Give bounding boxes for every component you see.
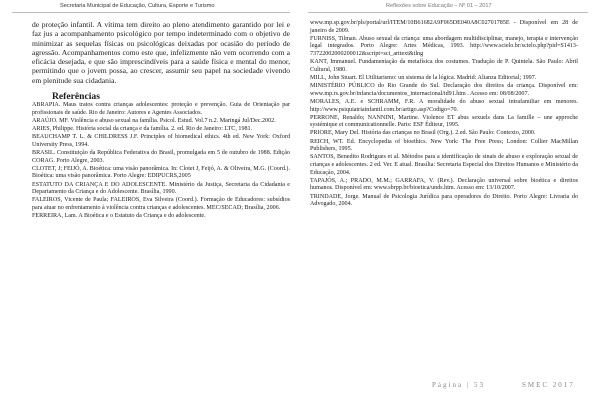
reference-item: BEAUCHAMP T. L. & CHILDRESS J.F. Principles of biomedical ethics. 4th ed. New York: Oxford University Press, 1994. xyxy=(32,134,290,148)
reference-item: REICH, WT. Ed. Encyclopedia of bioethics. New York: The Free Press; London: Collier MacMillan Publishers, 1995. xyxy=(310,138,578,153)
journal-footer: SMEC 2017 xyxy=(522,381,575,389)
reference-item: FURNISS, Tilman. Abuso sexual da criança: uma abordagem multidisciplinar, manejo, terapia e intervenção legal integrados. Porto Alegre: Artes Médicas, 1993. http://www.scielo.br/scielo.php?pid=S1413-73722002000200012&script=sci_arttext&tlng xyxy=(310,35,578,57)
reference-item: MORALES, A.E. e SCHRAMM, F.R. A moralidade do abuso sexual intrafamiliar em menores. http://www.psiquiatriainfantil.com.br/artigo.asp?Codigo=70. xyxy=(310,98,578,113)
reference-item: ARIES, Philippe. História social da criança e da família. 2. ed. Rio de Janeiro: LTC, 1981. xyxy=(32,126,253,133)
reference-item: ABRAPIA. Maus tratos contra crianças adolescentes: proteção e prevenção. Guia de Orientação par profissionais de saúde. Rio de Janeiro: Autores e Agentes Associados. xyxy=(32,102,290,116)
left-column xyxy=(32,20,290,221)
header-rule-left xyxy=(12,12,290,13)
reference-item: FERREIRA, Lam. A Bioética e o Estatuto da Criança e do adolescente. xyxy=(32,213,206,220)
reference-item: SANTOS, Benedito Rodrigues et al. Métodos para a identificação de sinais de abuso e exploração sexual de crianças e adolescentes. 2 ed. Ver. E atual. Brasília: Secretaria Especial dos Direitos Humanos e Ministério da Educação, 2004. xyxy=(310,154,578,176)
reference-item: ARAÚJO. MF. Violência e abuso sexual na família. Psicol. Estud. Vol.7 n.2. Maringá Jul/Dec.2002. xyxy=(32,117,276,124)
running-header-right: Reflexões sobre Educação – Nº 01 – 2017 xyxy=(386,3,492,9)
reference-item: www.mp.sp.gov.br/pls/portal/url/ITEM/10B61682A9F065DE040A8C02701785E - Disponível em 28 de janeiro de 2009. xyxy=(310,20,578,34)
reference-item: KANT, Immanuel. Fundamentação da metafísica dos costumes. Tradução de P. Quintela. São Paulo: Abril Cultural, 1980. xyxy=(310,59,578,73)
reference-item: TAPAJÓS, A.; PRADO, M.M.; GARRAFA, V. (Rev.). Declaração universal sobre bioética e direitos humanos. Disponível em: www.sbrpp.br/bioetica/unds.htm. Acesso em: 13/10/2007. xyxy=(310,177,578,192)
reference-item: PERRONE, Renaldo; NANNINI, Martine. Violence ET abus sexuels dans La famille – une approche systémique et communicationnelle. Paris: ESF Éditeur, 1995. xyxy=(310,114,578,129)
reference-item: MINISTÉRIO PÚBLICO do Rio Grande do Sul. Declaração dos direitos da criança. Disponível em: www.mp.rs.gov.br/infancia/documentos_internacional/id91.htm . Acesso em: 08/08/2007. xyxy=(310,83,578,97)
reference-item: BRASIL. Constituição da República Federativa do Brasil, promulgada em 5 de outubro de 1988. Edição CORAG. Porto Alegre, 2003. xyxy=(32,150,290,164)
reference-item: TRINDADE, Jorge. Manual de Psicologia Jurídica para operadores do Direito. Porto Alegre: Livraria do Advogado, 2004. xyxy=(310,193,578,208)
page-number: Página | 53 xyxy=(432,381,485,389)
header-rule-right xyxy=(308,12,588,13)
reference-item: PRIORE, Mary Del. História das crianças no Brasil (Org.). 2.ed. São Paulo: Contexto, 2000. xyxy=(310,130,536,137)
reference-item: CLOTET, J; FEIJÓ, A. Bioética: uma visão panorâmica. In: Clotet J, Feijó, A. & Oliveira, M.G. (Coord.). Bioética: uma visão panorâmica. Porto Alegre: EDIPUCRS,2005 xyxy=(32,165,290,180)
reference-item: MILL, John Stuart. El Utilitarismo: un sistema de la lógica. Madrid: Alianza Editorial; 1997. xyxy=(310,74,537,81)
right-column xyxy=(310,20,578,209)
reference-item: FALEIROS, Vicente de Paula; FALEIROS, Eva Silveira (Coord.). Formação de Educadores: subsídios para atuar no enfrentamento à violência contra crianças e adolescentes. MEC/SECAD; Brasília, 2006. xyxy=(32,197,290,211)
references-heading: Referências xyxy=(52,91,100,103)
body-paragraph: de proteção infantil. A vítima tem direito ao pleno atendimento garantido por lei e faz jus a acompanhamento psicológico por tempo indeterminado com o objetivo de minimizar as sequelas físicas ou psicológicas deixadas por ocasião do período de agressão. Acompanhamentos como este que, infelizmente não vem ocorrendo com a eficácia desejada, e que são imprescindíveis para a saúde física e mental do menor, permitindo que o jovem possa, ao crescer, assumir seu papel na sociedade vivendo em plenitude sua cidadania. xyxy=(32,20,290,85)
running-header-left: Secretaria Municipal de Educação, Cultura, Esporte e Turismo xyxy=(60,3,215,9)
reference-item: ESTATUTO DA CRIANÇA E DO ADOLESCENTE. Ministério da Justiça, Secretaria da Cidadania e Departamento da Criança e do Adolescente. Brasília, 1990. xyxy=(32,181,290,196)
